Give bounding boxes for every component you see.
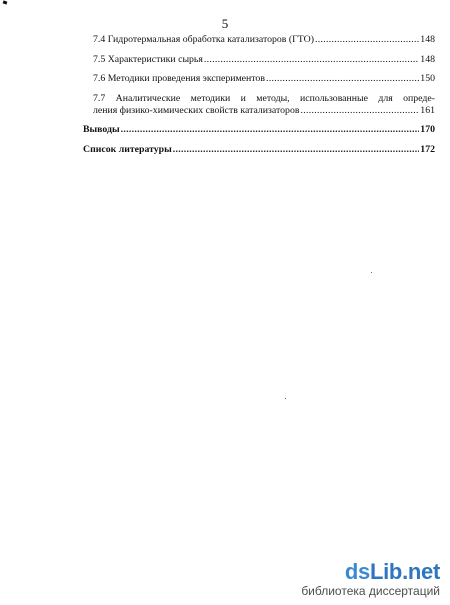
toc-entry-references [83,144,435,156]
toc-dot-leader [315,34,419,46]
toc-dot-leader [173,144,420,156]
watermark-logo-prefix: ds [344,559,370,584]
toc-entry-7-5 [93,54,435,66]
toc-entry-label: 7.6 Методики проведения экспериментов [93,73,265,84]
toc-dot-leader [121,124,420,136]
watermark-logo [301,561,440,583]
toc-dot-leader [266,73,419,85]
toc-entry-page: 170 [420,124,435,135]
scan-speck [285,398,286,399]
toc-entry-page: 161 [420,104,435,116]
toc-dot-leader [204,54,419,66]
scan-corner-mark [3,0,8,4]
page-number: 5 [221,16,229,31]
toc-entry-7-6 [93,73,435,85]
toc-entry-label-line1: 7.7 Аналитические методики и методы, использованные для опреде- [93,92,435,104]
toc-entry-conclusions [83,124,435,136]
scan-speck [371,272,372,273]
toc-entry-label: 7.5 Характеристики сырья [93,53,203,65]
watermark-logo-suffix: Lib.net [369,559,440,584]
toc-entry-page: 150 [420,73,435,84]
table-of-contents [83,34,435,163]
toc-dot-leader [300,105,419,117]
toc-entry-page: 148 [420,34,435,45]
toc-entry-7-7 [93,93,435,117]
toc-entry-label: Выводы [83,124,120,135]
toc-entry-label: 7.4 Гидротермальная обработка катализаторов (ГТО) [93,34,314,45]
toc-entry-label: Список литературы [83,143,172,155]
watermark-tagline: библиотека диссертаций [301,584,440,598]
toc-entry-page: 148 [420,53,435,65]
toc-entry-label-line2: ления физико-химических свойств катализаторов [93,104,300,116]
dslib-watermark [301,561,440,597]
toc-entry-7-4 [93,34,435,46]
toc-entry-page: 172 [420,143,435,155]
